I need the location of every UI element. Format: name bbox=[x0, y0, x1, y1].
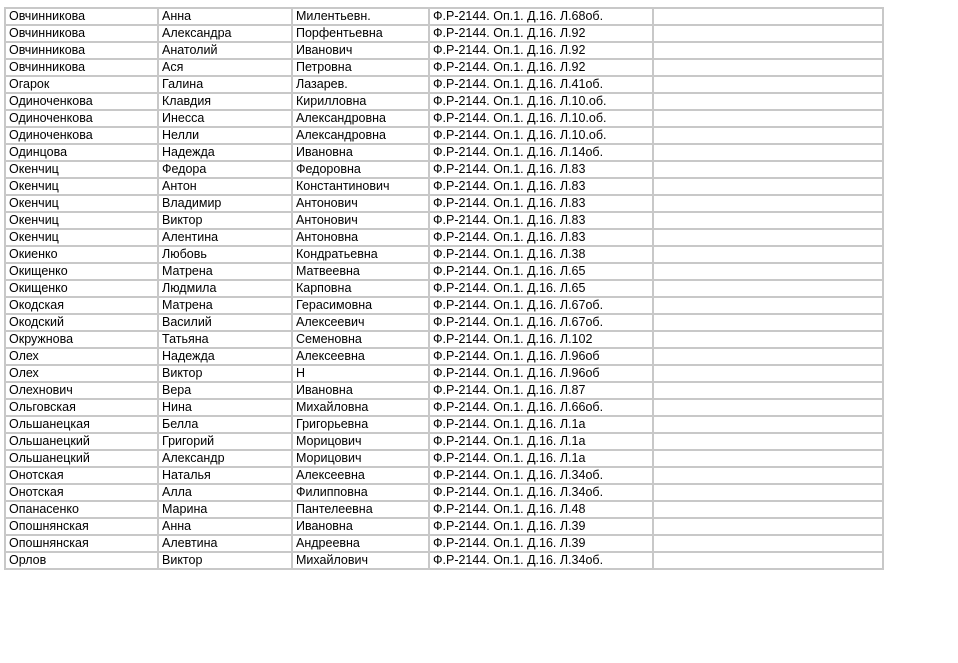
empty-cell bbox=[653, 484, 883, 501]
patronymic-cell: Морицович bbox=[292, 450, 429, 467]
empty-cell bbox=[653, 331, 883, 348]
archive-reference-cell: Ф.Р-2144. Оп.1. Д.16. Л.41об. bbox=[429, 76, 653, 93]
archive-reference-cell: Ф.Р-2144. Оп.1. Д.16. Л.96об bbox=[429, 365, 653, 382]
archive-reference-cell: Ф.Р-2144. Оп.1. Д.16. Л.83 bbox=[429, 161, 653, 178]
patronymic-cell: Антоновна bbox=[292, 229, 429, 246]
patronymic-cell: Матвеевна bbox=[292, 263, 429, 280]
archive-reference-cell: Ф.Р-2144. Оп.1. Д.16. Л.10.об. bbox=[429, 93, 653, 110]
first-name-cell: Антон bbox=[158, 178, 292, 195]
empty-cell bbox=[653, 229, 883, 246]
archive-reference-cell: Ф.Р-2144. Оп.1. Д.16. Л.39 bbox=[429, 518, 653, 535]
first-name-cell: Анна bbox=[158, 8, 292, 25]
surname-cell: Онотская bbox=[5, 467, 158, 484]
patronymic-cell: Милентьевн. bbox=[292, 8, 429, 25]
first-name-cell: Владимир bbox=[158, 195, 292, 212]
surname-cell: Одиноченкова bbox=[5, 127, 158, 144]
empty-cell bbox=[653, 59, 883, 76]
surname-cell: Одиноченкова bbox=[5, 110, 158, 127]
archive-reference-cell: Ф.Р-2144. Оп.1. Д.16. Л.48 bbox=[429, 501, 653, 518]
first-name-cell: Анна bbox=[158, 518, 292, 535]
archive-reference-cell: Ф.Р-2144. Оп.1. Д.16. Л.102 bbox=[429, 331, 653, 348]
surname-cell: Окодская bbox=[5, 297, 158, 314]
archive-reference-cell: Ф.Р-2144. Оп.1. Д.16. Л.14об. bbox=[429, 144, 653, 161]
surname-cell: Окенчиц bbox=[5, 229, 158, 246]
patronymic-cell: Александровна bbox=[292, 127, 429, 144]
table-row bbox=[5, 93, 883, 110]
patronymic-cell: Н bbox=[292, 365, 429, 382]
surname-cell: Олехнович bbox=[5, 382, 158, 399]
patronymic-cell: Морицович bbox=[292, 433, 429, 450]
patronymic-cell: Филипповна bbox=[292, 484, 429, 501]
first-name-cell: Ася bbox=[158, 59, 292, 76]
surname-cell: Овчинникова bbox=[5, 8, 158, 25]
table-row bbox=[5, 178, 883, 195]
table-row bbox=[5, 8, 883, 25]
table-row bbox=[5, 331, 883, 348]
surname-cell: Окищенко bbox=[5, 263, 158, 280]
table-row bbox=[5, 535, 883, 552]
patronymic-cell: Антонович bbox=[292, 212, 429, 229]
table-row bbox=[5, 552, 883, 569]
archive-reference-cell: Ф.Р-2144. Оп.1. Д.16. Л.1а bbox=[429, 416, 653, 433]
table-row bbox=[5, 280, 883, 297]
first-name-cell: Александр bbox=[158, 450, 292, 467]
surname-cell: Овчинникова bbox=[5, 42, 158, 59]
patronymic-cell: Пантелеевна bbox=[292, 501, 429, 518]
surname-cell: Ольшанецкий bbox=[5, 433, 158, 450]
archive-reference-cell: Ф.Р-2144. Оп.1. Д.16. Л.83 bbox=[429, 178, 653, 195]
first-name-cell: Василий bbox=[158, 314, 292, 331]
archive-reference-cell: Ф.Р-2144. Оп.1. Д.16. Л.38 bbox=[429, 246, 653, 263]
first-name-cell: Нина bbox=[158, 399, 292, 416]
archive-reference-cell: Ф.Р-2144. Оп.1. Д.16. Л.34об. bbox=[429, 484, 653, 501]
patronymic-cell: Алексеевна bbox=[292, 467, 429, 484]
surname-cell: Онотская bbox=[5, 484, 158, 501]
surname-cell: Огарок bbox=[5, 76, 158, 93]
empty-cell bbox=[653, 450, 883, 467]
empty-cell bbox=[653, 382, 883, 399]
first-name-cell: Людмила bbox=[158, 280, 292, 297]
surname-cell: Одинцова bbox=[5, 144, 158, 161]
table-row bbox=[5, 229, 883, 246]
first-name-cell: Виктор bbox=[158, 552, 292, 569]
table-row bbox=[5, 127, 883, 144]
patronymic-cell: Лазарев. bbox=[292, 76, 429, 93]
table-row bbox=[5, 348, 883, 365]
archive-reference-cell: Ф.Р-2144. Оп.1. Д.16. Л.92 bbox=[429, 25, 653, 42]
empty-cell bbox=[653, 178, 883, 195]
archive-reference-cell: Ф.Р-2144. Оп.1. Д.16. Л.67об. bbox=[429, 297, 653, 314]
surname-cell: Овчинникова bbox=[5, 59, 158, 76]
patronymic-cell: Александровна bbox=[292, 110, 429, 127]
table-row bbox=[5, 42, 883, 59]
first-name-cell: Татьяна bbox=[158, 331, 292, 348]
empty-cell bbox=[653, 195, 883, 212]
patronymic-cell: Алексеевич bbox=[292, 314, 429, 331]
empty-cell bbox=[653, 297, 883, 314]
first-name-cell: Надежда bbox=[158, 144, 292, 161]
archive-reference-cell: Ф.Р-2144. Оп.1. Д.16. Л.83 bbox=[429, 195, 653, 212]
patronymic-cell: Константинович bbox=[292, 178, 429, 195]
patronymic-cell: Карповна bbox=[292, 280, 429, 297]
empty-cell bbox=[653, 501, 883, 518]
table-row bbox=[5, 263, 883, 280]
empty-cell bbox=[653, 246, 883, 263]
first-name-cell: Наталья bbox=[158, 467, 292, 484]
surname-cell: Окодский bbox=[5, 314, 158, 331]
archive-reference-cell: Ф.Р-2144. Оп.1. Д.16. Л.87 bbox=[429, 382, 653, 399]
first-name-cell: Инесса bbox=[158, 110, 292, 127]
archive-reference-cell: Ф.Р-2144. Оп.1. Д.16. Л.10.об. bbox=[429, 110, 653, 127]
table-row bbox=[5, 314, 883, 331]
archive-reference-cell: Ф.Р-2144. Оп.1. Д.16. Л.39 bbox=[429, 535, 653, 552]
patronymic-cell: Ивановна bbox=[292, 382, 429, 399]
patronymic-cell: Михайловна bbox=[292, 399, 429, 416]
patronymic-cell: Федоровна bbox=[292, 161, 429, 178]
archive-reference-cell: Ф.Р-2144. Оп.1. Д.16. Л.66об. bbox=[429, 399, 653, 416]
empty-cell bbox=[653, 144, 883, 161]
first-name-cell: Григорий bbox=[158, 433, 292, 450]
first-name-cell: Алентина bbox=[158, 229, 292, 246]
first-name-cell: Виктор bbox=[158, 365, 292, 382]
table-row bbox=[5, 246, 883, 263]
first-name-cell: Вера bbox=[158, 382, 292, 399]
archive-reference-cell: Ф.Р-2144. Оп.1. Д.16. Л.96об bbox=[429, 348, 653, 365]
surname-cell: Овчинникова bbox=[5, 25, 158, 42]
patronymic-cell: Петровна bbox=[292, 59, 429, 76]
archive-reference-cell: Ф.Р-2144. Оп.1. Д.16. Л.67об. bbox=[429, 314, 653, 331]
table-row bbox=[5, 59, 883, 76]
table-row bbox=[5, 484, 883, 501]
patronymic-cell: Григорьевна bbox=[292, 416, 429, 433]
first-name-cell: Алевтина bbox=[158, 535, 292, 552]
empty-cell bbox=[653, 127, 883, 144]
empty-cell bbox=[653, 399, 883, 416]
first-name-cell: Алла bbox=[158, 484, 292, 501]
surname-cell: Окенчиц bbox=[5, 178, 158, 195]
first-name-cell: Любовь bbox=[158, 246, 292, 263]
table-row bbox=[5, 467, 883, 484]
surname-cell: Окенчиц bbox=[5, 212, 158, 229]
surname-cell: Орлов bbox=[5, 552, 158, 569]
patronymic-cell: Михайлович bbox=[292, 552, 429, 569]
surname-cell: Окиенко bbox=[5, 246, 158, 263]
empty-cell bbox=[653, 263, 883, 280]
table-row bbox=[5, 399, 883, 416]
first-name-cell: Клавдия bbox=[158, 93, 292, 110]
patronymic-cell: Антонович bbox=[292, 195, 429, 212]
empty-cell bbox=[653, 110, 883, 127]
empty-cell bbox=[653, 42, 883, 59]
archive-reference-cell: Ф.Р-2144. Оп.1. Д.16. Л.65 bbox=[429, 263, 653, 280]
empty-cell bbox=[653, 161, 883, 178]
first-name-cell: Нелли bbox=[158, 127, 292, 144]
surname-cell: Окенчиц bbox=[5, 195, 158, 212]
records-table bbox=[4, 7, 884, 570]
table-row bbox=[5, 416, 883, 433]
empty-cell bbox=[653, 8, 883, 25]
archive-reference-cell: Ф.Р-2144. Оп.1. Д.16. Л.83 bbox=[429, 229, 653, 246]
empty-cell bbox=[653, 467, 883, 484]
surname-cell: Окружнова bbox=[5, 331, 158, 348]
empty-cell bbox=[653, 535, 883, 552]
empty-cell bbox=[653, 518, 883, 535]
archive-reference-cell: Ф.Р-2144. Оп.1. Д.16. Л.34об. bbox=[429, 552, 653, 569]
surname-cell: Опошнянская bbox=[5, 535, 158, 552]
patronymic-cell: Ивановна bbox=[292, 144, 429, 161]
empty-cell bbox=[653, 433, 883, 450]
empty-cell bbox=[653, 76, 883, 93]
surname-cell: Окищенко bbox=[5, 280, 158, 297]
first-name-cell: Анатолий bbox=[158, 42, 292, 59]
empty-cell bbox=[653, 93, 883, 110]
patronymic-cell: Кондратьевна bbox=[292, 246, 429, 263]
first-name-cell: Марина bbox=[158, 501, 292, 518]
patronymic-cell: Алексеевна bbox=[292, 348, 429, 365]
archive-reference-cell: Ф.Р-2144. Оп.1. Д.16. Л.10.об. bbox=[429, 127, 653, 144]
archive-reference-cell: Ф.Р-2144. Оп.1. Д.16. Л.68об. bbox=[429, 8, 653, 25]
surname-cell: Олех bbox=[5, 365, 158, 382]
first-name-cell: Матрена bbox=[158, 297, 292, 314]
patronymic-cell: Иванович bbox=[292, 42, 429, 59]
table-row bbox=[5, 144, 883, 161]
table-row bbox=[5, 433, 883, 450]
archive-reference-cell: Ф.Р-2144. Оп.1. Д.16. Л.1а bbox=[429, 433, 653, 450]
empty-cell bbox=[653, 416, 883, 433]
empty-cell bbox=[653, 212, 883, 229]
first-name-cell: Надежда bbox=[158, 348, 292, 365]
table-row bbox=[5, 25, 883, 42]
table-row bbox=[5, 382, 883, 399]
patronymic-cell: Семеновна bbox=[292, 331, 429, 348]
surname-cell: Ольговская bbox=[5, 399, 158, 416]
table-row bbox=[5, 161, 883, 178]
records-body bbox=[5, 8, 883, 569]
patronymic-cell: Порфентьевна bbox=[292, 25, 429, 42]
first-name-cell: Александра bbox=[158, 25, 292, 42]
surname-cell: Олех bbox=[5, 348, 158, 365]
empty-cell bbox=[653, 280, 883, 297]
archive-reference-cell: Ф.Р-2144. Оп.1. Д.16. Л.92 bbox=[429, 59, 653, 76]
table-row bbox=[5, 76, 883, 93]
first-name-cell: Галина bbox=[158, 76, 292, 93]
archive-reference-cell: Ф.Р-2144. Оп.1. Д.16. Л.92 bbox=[429, 42, 653, 59]
patronymic-cell: Ивановна bbox=[292, 518, 429, 535]
surname-cell: Ольшанецкая bbox=[5, 416, 158, 433]
archive-reference-cell: Ф.Р-2144. Оп.1. Д.16. Л.83 bbox=[429, 212, 653, 229]
empty-cell bbox=[653, 348, 883, 365]
empty-cell bbox=[653, 25, 883, 42]
table-row bbox=[5, 450, 883, 467]
patronymic-cell: Андреевна bbox=[292, 535, 429, 552]
surname-cell: Опанасенко bbox=[5, 501, 158, 518]
surname-cell: Ольшанецкий bbox=[5, 450, 158, 467]
table-row bbox=[5, 195, 883, 212]
empty-cell bbox=[653, 552, 883, 569]
archive-reference-cell: Ф.Р-2144. Оп.1. Д.16. Л.1а bbox=[429, 450, 653, 467]
empty-cell bbox=[653, 365, 883, 382]
table-row bbox=[5, 501, 883, 518]
table-row bbox=[5, 518, 883, 535]
table-row bbox=[5, 297, 883, 314]
surname-cell: Опошнянская bbox=[5, 518, 158, 535]
patronymic-cell: Кирилловна bbox=[292, 93, 429, 110]
first-name-cell: Виктор bbox=[158, 212, 292, 229]
table-row bbox=[5, 365, 883, 382]
surname-cell: Окенчиц bbox=[5, 161, 158, 178]
table-row bbox=[5, 212, 883, 229]
surname-cell: Одиноченкова bbox=[5, 93, 158, 110]
patronymic-cell: Герасимовна bbox=[292, 297, 429, 314]
first-name-cell: Федора bbox=[158, 161, 292, 178]
empty-cell bbox=[653, 314, 883, 331]
first-name-cell: Белла bbox=[158, 416, 292, 433]
table-row bbox=[5, 110, 883, 127]
archive-reference-cell: Ф.Р-2144. Оп.1. Д.16. Л.65 bbox=[429, 280, 653, 297]
archive-reference-cell: Ф.Р-2144. Оп.1. Д.16. Л.34об. bbox=[429, 467, 653, 484]
first-name-cell: Матрена bbox=[158, 263, 292, 280]
